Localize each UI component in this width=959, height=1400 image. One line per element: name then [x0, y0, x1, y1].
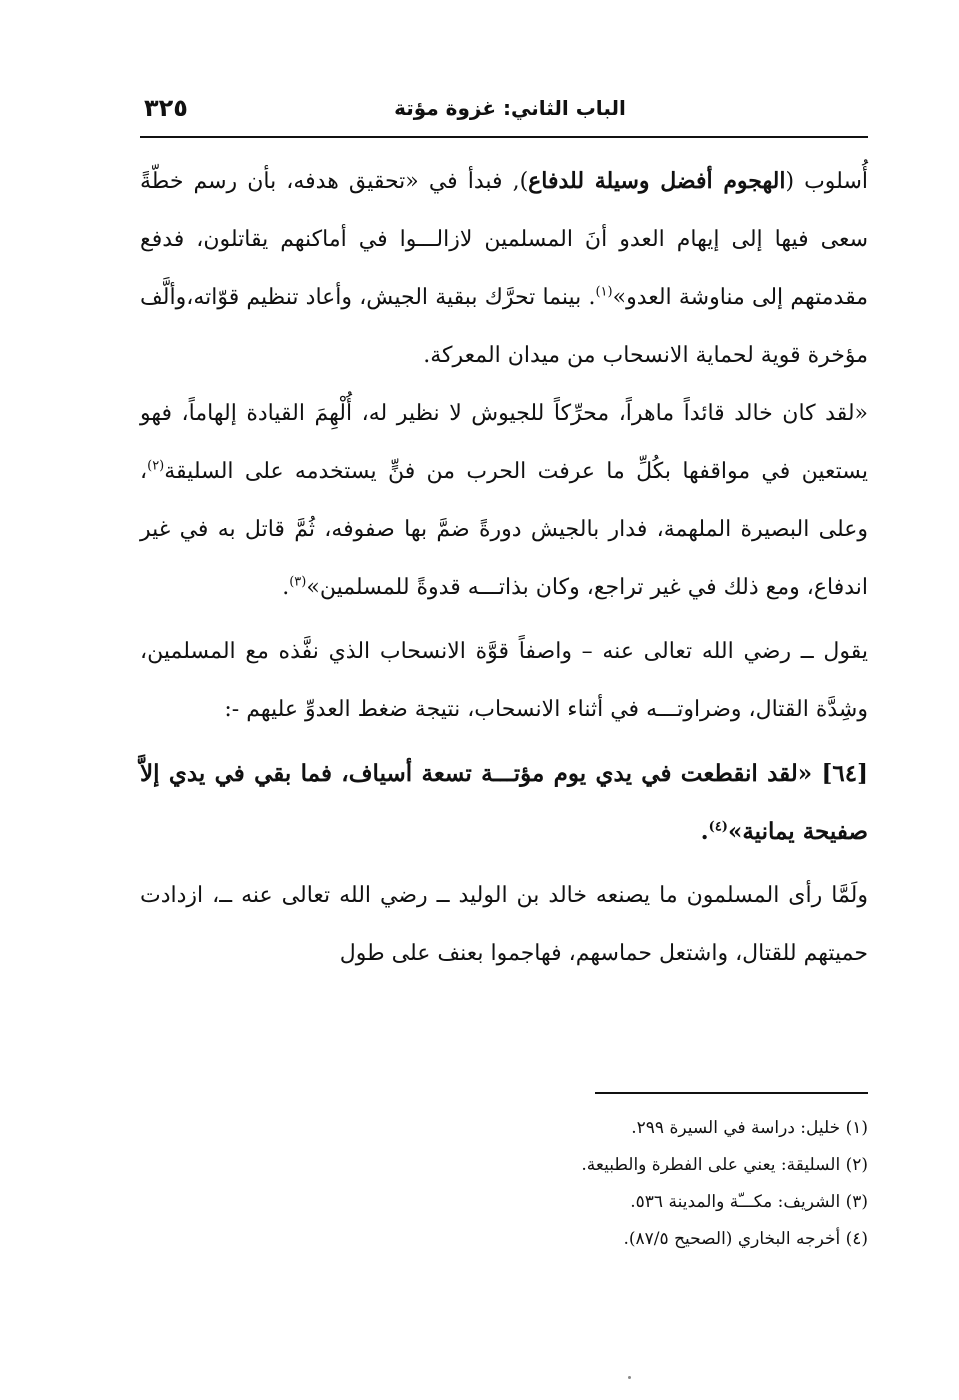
footnote-4: (٤) أخرجه البخاري (الصحيح ٨٧/٥). [623, 1229, 868, 1249]
paragraph-3: يقول ــ رضي الله تعالى عنه – واصفاً قوَّة الانسحاب الذي نفَّذه مع المسلمين، وشِدَّة القتال، وضراوتـــه في أثناء الانسحاب، نتيجة ضغط العدوِّ عليهم -: [140, 639, 868, 722]
paragraph-4: ولَمَّا رأى المسلمون ما يصنعه خالد بن الوليد ــ رضي الله تعالى عنه ــ، ازدادت حميتهم للقتال، واشتعل حماسهم، فهاجموا بعنف على طول [140, 883, 868, 966]
paragraph-2-text-a: «لقد كان خالد قائداً ماهراً، محرِّكاً للجيوش لا نظير له، أُلْهِمَ القيادة إلهاماً، فهو يستعين في مواقفها بكُلِّ ما عرفت الحرب من فنٍّ يستخدمه على السليقة [140, 401, 868, 484]
running-title: الباب الثاني: غزوة مؤتة [394, 96, 626, 120]
paragraph-1-text-a: أُسلوب ( [785, 169, 869, 194]
hadith-64 [140, 745, 868, 861]
scan-speck [628, 1376, 631, 1379]
page-number: ٣٢٥ [144, 94, 188, 122]
paragraph-2-text-b: ، وعلى البصيرة الملهمة، فدار بالجيش دورةً ضمَّ بها صفوفه، ثُمَّ قاتل به في غير اندفاع، ومع ذلك في غير تراجع، وكان بذاتـــه قدوةً للمسلمين» [140, 459, 868, 600]
paragraph-2 [140, 385, 868, 617]
main-text [140, 152, 868, 983]
footnote-3: (٣) الشريف: مكـــّة والمدينة ٥٣٦. [630, 1192, 868, 1212]
paragraph-1-text-c: . بينما تحرَّك ببقية الجيش، وأعاد تنظيم قوّاته،وألَّف مؤخرة قوية لحماية الانسحاب من ميدان المعركة. [140, 285, 868, 368]
footnote-2: (٢) السليقة: يعني على الفطرة والطبيعة. [581, 1155, 868, 1175]
paragraph-1-text-b: ), فبدأ في «تحقيق هدفه، بأن رسم خطّةً سعى فيها إلى إيهام العدو أنَ المسلمين لازالـــوا في أماكنهم يقاتلون، فدفع مقدمتهم إلى مناوشة العدو» [140, 169, 868, 310]
footnote-1: (١) خليل: دراسة في السيرة ٢٩٩. [631, 1118, 868, 1138]
hadith-end: . [700, 818, 709, 845]
hadith-text: [٦٤] «لقد انقطعت في يدي يوم مؤتـــة تسعة أسياف، فما بقي في يدي إلاَّ صفيحة يمانية» [140, 760, 868, 845]
footnote-ref-1: (١) [595, 284, 613, 300]
paragraph-2-text-c: . [282, 575, 290, 600]
footnote-ref-2: (٢) [147, 458, 165, 474]
footnote-ref-3: (٣) [289, 574, 307, 590]
footnote-ref-4: (٤) [708, 819, 728, 835]
bold-phrase: الهجوم أفضل وسيلة للدفاع [528, 168, 786, 194]
footnotes [140, 1110, 868, 1258]
page-header [140, 90, 868, 138]
footnote-divider [595, 1092, 868, 1094]
paragraph-1 [140, 152, 868, 385]
